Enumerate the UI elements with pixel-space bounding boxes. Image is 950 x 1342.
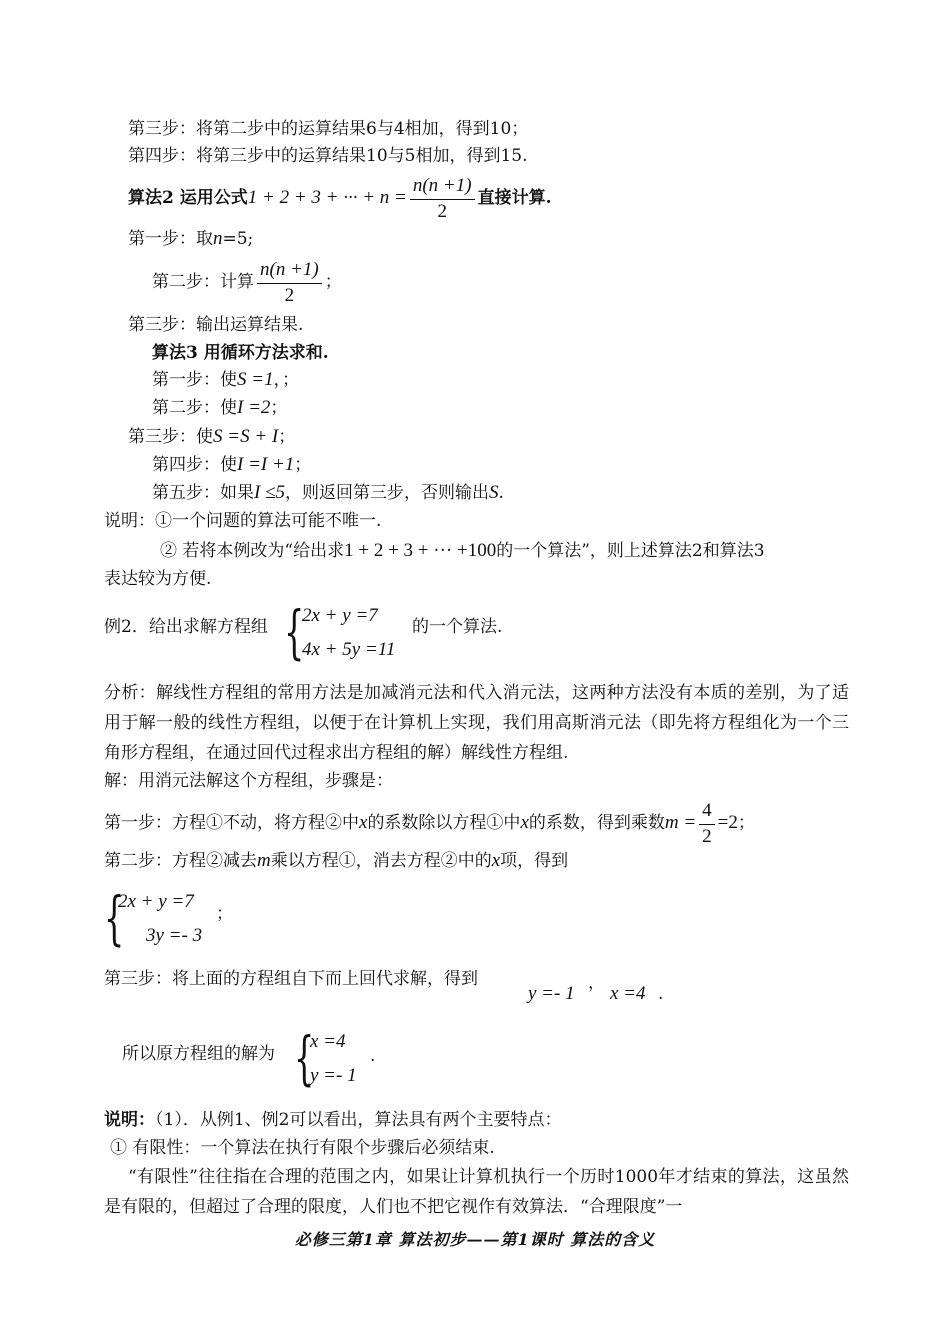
- step4-line: 第四步：将第三步中的运算结果10与5相加，得到15.: [128, 146, 528, 166]
- multiplier-fraction: [699, 799, 715, 849]
- eq-step1-text: 第一步：方程①不动，将方程②中: [104, 813, 359, 833]
- alg3-step4-math: I =I +1: [237, 454, 295, 475]
- result-text: 所以原方程组的解为: [122, 1044, 275, 1064]
- step3-line: 第三步：将第二步中的运算结果6与4相加，得到10；: [128, 119, 529, 139]
- result-end: .: [370, 1046, 376, 1066]
- multiplier-value: =2: [717, 812, 738, 833]
- sum-fraction: [410, 174, 475, 224]
- note-2-cont: 表达较为方便.: [104, 569, 212, 589]
- alg3-step5: [152, 482, 504, 504]
- algorithm2-heading: [128, 172, 552, 224]
- equation-step2: [104, 850, 568, 872]
- eq-step2-text: 第二步：方程②减去: [104, 851, 257, 871]
- alg3-step3: [128, 426, 295, 448]
- eq-step2-text3: 项，得到: [500, 851, 569, 871]
- system2-eq2: 3y =- 3: [146, 925, 203, 946]
- note-1: 说明：①一个问题的算法可能不唯一.: [104, 511, 382, 531]
- alg3-step5-text: 第五步：如果: [152, 483, 254, 503]
- system3-eq2: y =- 1: [310, 1065, 357, 1086]
- analysis-paragraph: 分析：解线性方程组的常用方法是加减消元法和代入消元法，这两种方法没有本质的差别，为了适用于解一般的线性方程组，以便于在计算机上实现，我们用高斯消元法（即先将方程组化为一个三角形方程组，在通过回代过程求出方程组的解）解线性方程组.: [104, 683, 849, 763]
- note-3: [104, 1109, 561, 1131]
- system3-eq1: x =4: [310, 1031, 346, 1052]
- note3-text: （1）．从例1、例2可以看出，算法具有两个主要特点：: [155, 1110, 562, 1130]
- note-4: ① 有限性：一个算法在执行有限个步骤后必须结束.: [110, 1138, 495, 1158]
- alg3-step4: [152, 454, 311, 476]
- alg3-step4-end: ；: [294, 455, 312, 475]
- alg2-step1-value: =5;: [222, 229, 254, 249]
- alg3-step2: [152, 397, 287, 419]
- solution-x: x =4: [610, 983, 646, 1004]
- eq-step2-text2: 乘以方程①，消去方程②中的: [270, 851, 492, 871]
- eq-step1-end: ；: [737, 813, 755, 833]
- sum-formula: 1 + 2 + 3 + ··· + n =: [247, 187, 407, 208]
- system2-end: ；: [216, 904, 233, 924]
- system1-brace: {: [284, 598, 305, 666]
- var-n: n: [213, 228, 223, 249]
- system3-brace: {: [294, 1024, 315, 1092]
- eq-step1-text2: 的系数除以方程①中: [367, 813, 521, 833]
- var-x-2: x: [520, 812, 529, 833]
- multiplier-numerator: 4: [699, 799, 715, 825]
- note2-text2: 的一个算法”，则上述算法2和算法3: [496, 541, 765, 561]
- alg3-step3-math: S =S + I: [213, 426, 279, 447]
- solution-line: 解：用消元法解这个方程组，步骤是：: [104, 771, 393, 791]
- algorithm2-title: 算法2 运用公式: [128, 188, 248, 208]
- alg3-step3-text: 第三步：使: [128, 427, 213, 447]
- var-x-3: x: [491, 850, 501, 871]
- system1-eq2: 4x + 5y =11: [302, 639, 396, 660]
- note2-text: ② 若将本例改为“给出求: [160, 541, 345, 561]
- alg3-step2-math: I =2: [237, 397, 271, 418]
- alg3-step1-math: S =1: [237, 369, 274, 390]
- example2-tail: 的一个算法.: [412, 617, 503, 637]
- var-x-1: x: [359, 812, 368, 833]
- equation-step1: [104, 797, 755, 849]
- var-m: m: [257, 850, 271, 871]
- system2-brace: {: [104, 884, 125, 952]
- algorithm3-heading: 算法3 用循环方法求和.: [152, 343, 329, 363]
- alg3-step5-text2: ，则返回第三步，否则输出: [285, 483, 490, 503]
- step2-fraction: [257, 258, 322, 308]
- equation-step3: 第三步：将上面的方程组自下而上回代求解，得到: [104, 969, 478, 989]
- multiplier-m: m =: [664, 812, 697, 833]
- alg3-step5-output: S: [489, 482, 499, 503]
- fraction-numerator: n(n +1): [410, 174, 475, 200]
- alg3-step5-math: I ≤5: [254, 482, 286, 503]
- alg3-step4-text: 第四步：使: [152, 455, 237, 475]
- alg2-step2-text: 第二步：计算: [152, 272, 254, 292]
- example2-text: 例2．给出求解方程组: [104, 617, 268, 637]
- multiplier-denominator: 2: [702, 825, 712, 847]
- alg3-step1-text: 第一步：使: [152, 370, 237, 390]
- alg3-step1-end: ，；: [273, 370, 300, 390]
- equation-step3-end: .: [658, 984, 664, 1004]
- alg3-step2-end: ；: [270, 398, 288, 418]
- solution-comma: ，: [588, 973, 605, 993]
- alg2-step2-end: ；: [324, 272, 342, 292]
- alg2-step2: [152, 256, 342, 308]
- note2-math: 1 + 2 + 3 + ··· +100: [344, 540, 497, 561]
- alg3-step3-end: ；: [278, 427, 296, 447]
- system1-eq1: 2x + y =7: [302, 605, 378, 626]
- alg3-step5-end: .: [498, 483, 504, 503]
- algorithm2-tail: 直接计算.: [477, 188, 552, 208]
- eq-step1-text3: 的系数，得到乘数: [528, 813, 665, 833]
- alg2-step1: [128, 228, 253, 250]
- step2-denominator: 2: [284, 284, 295, 306]
- step2-numerator: n(n +1): [257, 258, 322, 284]
- note-2: [160, 540, 765, 562]
- page-footer: 必修三第1章 算法初步——第1课时 算法的含义: [294, 1230, 656, 1249]
- fraction-denominator: 2: [437, 200, 447, 222]
- alg2-step1-text: 第一步：取: [128, 229, 213, 249]
- alg3-step2-text: 第二步：使: [152, 398, 237, 418]
- alg3-step1: [152, 369, 299, 391]
- note3-label: 说明：: [104, 1110, 155, 1130]
- finiteness-paragraph: “有限性”往往指在合理的范围之内，如果让计算机执行一个历时1000年才结束的算法，这虽然是有限的，但超过了合理的限度，人们也不把它视作有效算法．“合理限度”一: [104, 1167, 849, 1217]
- alg2-step3: 第三步：输出运算结果.: [128, 315, 304, 335]
- system2-eq1: 2x + y =7: [118, 891, 194, 912]
- solution-y: y =- 1: [528, 983, 575, 1004]
